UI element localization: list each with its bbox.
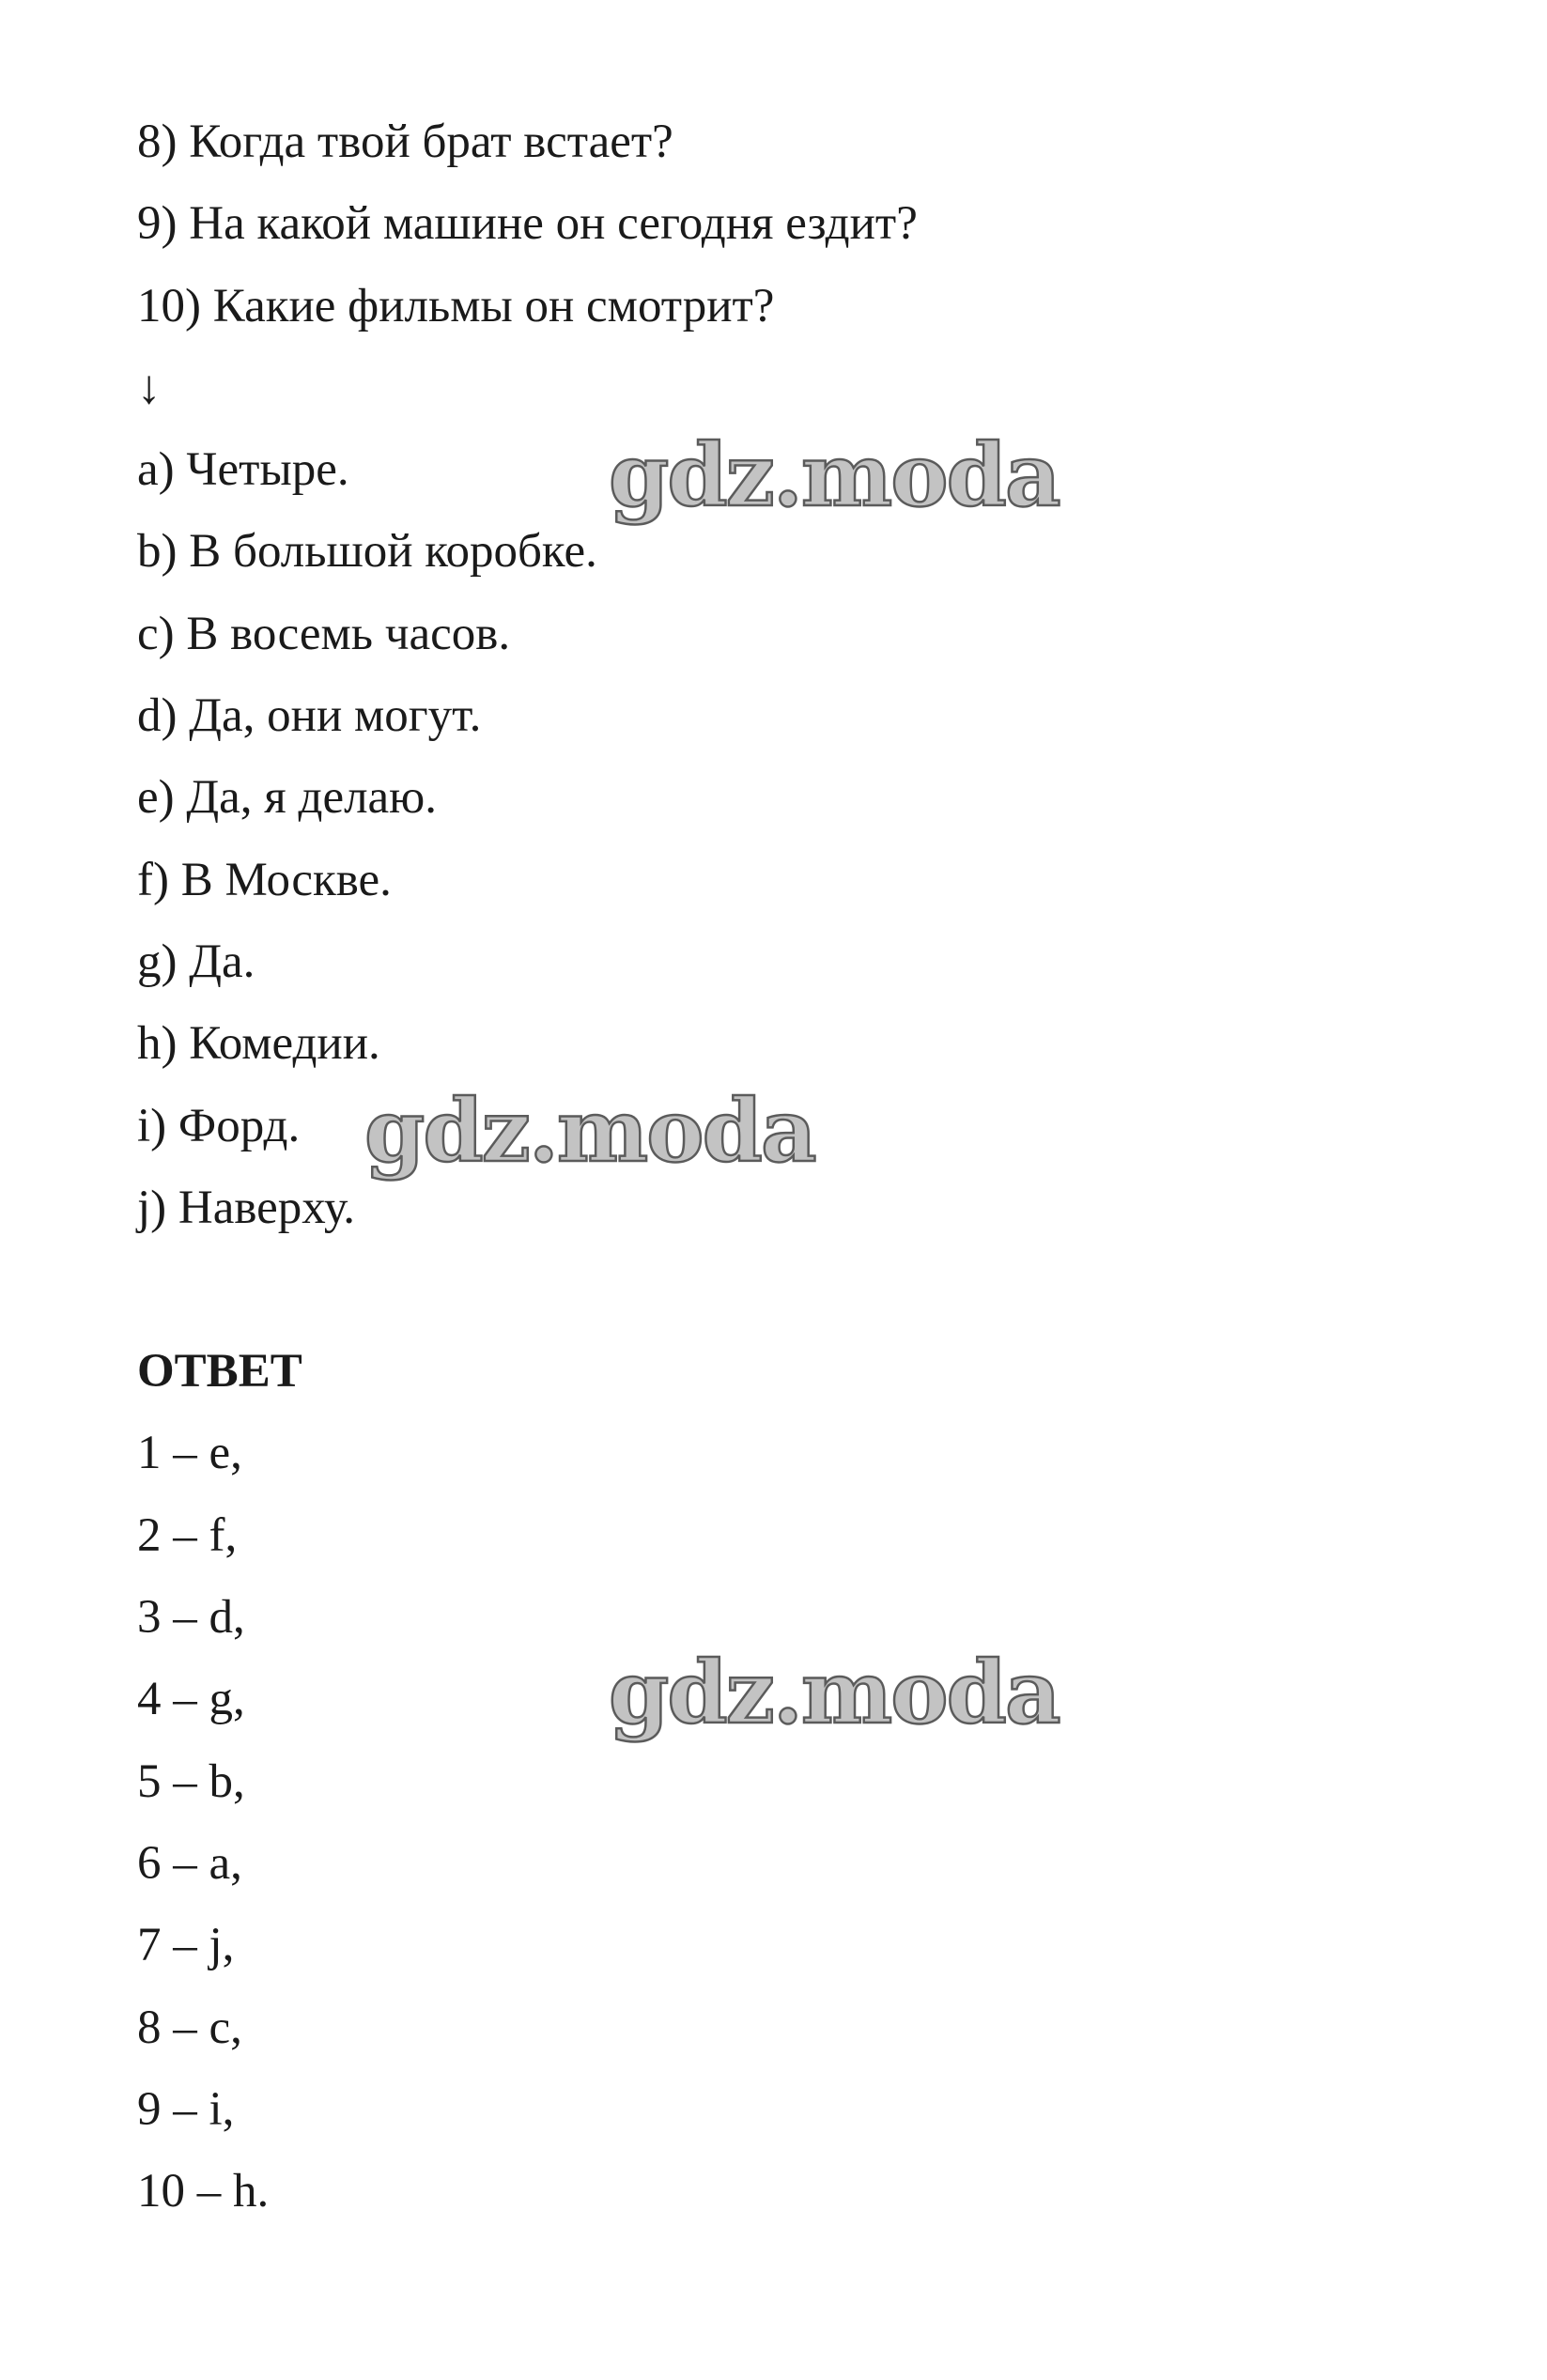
match-line: 7 – j,	[137, 1919, 235, 1972]
answer-option: f) В Москве.	[137, 853, 392, 906]
answer-option: a) Четыре.	[137, 443, 349, 497]
match-line: 8 – c,	[137, 2001, 242, 2054]
match-line: 6 – a,	[137, 1836, 242, 1890]
answer-option: b) В большой коробке.	[137, 525, 597, 579]
answer-option: h) Комедии.	[137, 1017, 380, 1071]
answer-option: e) Да, я делаю.	[137, 771, 438, 825]
answer-option: c) В восемь часов.	[137, 607, 511, 660]
question-line: 10) Какие фильмы он смотрит?	[137, 279, 775, 332]
match-line: 9 – i,	[137, 2082, 235, 2136]
answer-option: g) Да.	[137, 935, 255, 988]
match-line: 4 – g,	[137, 1673, 245, 1726]
watermark: gdz.moda	[609, 425, 1060, 526]
match-line: 5 – b,	[137, 1754, 245, 1808]
watermark: gdz.moda	[364, 1080, 815, 1182]
question-line: 8) Когда твой брат встает?	[137, 116, 673, 168]
section-spacer	[137, 1249, 1358, 1331]
question-line: 9) На какой машине он сегодня ездит?	[137, 197, 918, 251]
answer-option: d) Да, они могут.	[137, 689, 482, 743]
match-line: 3 – d,	[137, 1591, 245, 1645]
match-line: 1 – e,	[137, 1427, 242, 1480]
watermark: gdz.moda	[609, 1642, 1060, 1743]
answer-option: i) Форд.	[137, 1099, 301, 1152]
match-line: 2 – f,	[137, 1508, 238, 1562]
answer-heading: ОТВЕТ	[137, 1345, 302, 1399]
answer-option: j) Наверху.	[137, 1181, 355, 1234]
down-arrow-icon: ↓	[137, 361, 162, 414]
match-line: 10 – h.	[137, 2165, 270, 2218]
